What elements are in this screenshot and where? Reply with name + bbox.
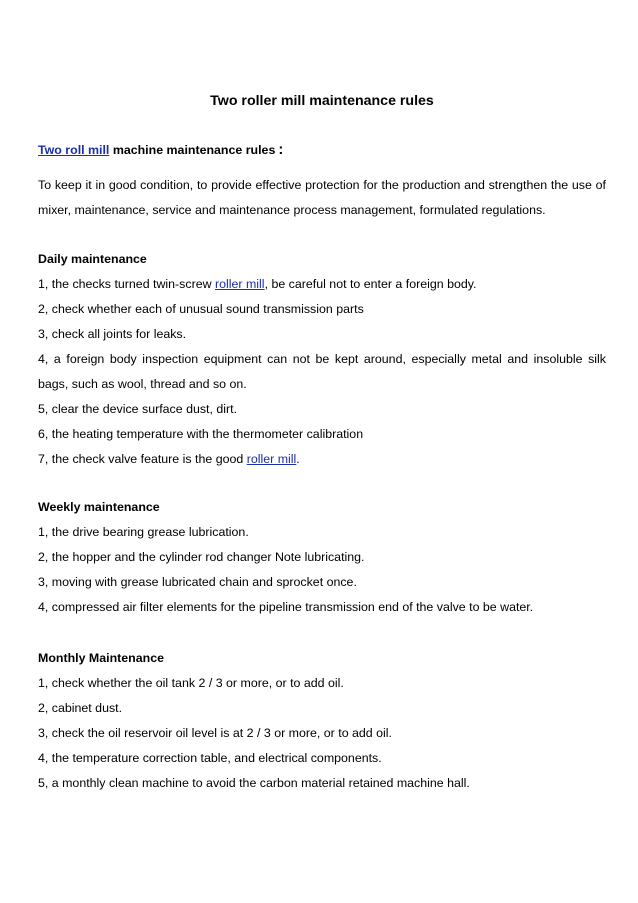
daily-item-5: 5, clear the device surface dust, dirt. <box>38 402 238 416</box>
daily-item-1 <box>38 272 606 297</box>
weekly-item: 3, moving with grease lubricated chain and sprocket once. <box>38 575 357 589</box>
monthly-item: 4, the temperature correction table, and electrical components. <box>38 751 382 765</box>
weekly-item: 4, compressed air filter elements for the pipeline transmission end of the valve to be water. <box>38 600 534 614</box>
monthly-item: 3, check the oil reservoir oil level is at 2 / 3 or more, or to add oil. <box>38 726 392 740</box>
document-subtitle <box>38 142 283 158</box>
roller-mill-link-2[interactable]: roller mill <box>246 452 297 466</box>
daily-item-6: 6, the heating temperature with the thermometer calibration <box>38 427 364 441</box>
monthly-item: 1, check whether the oil tank 2 / 3 or more, or to add oil. <box>38 676 344 690</box>
roller-mill-link-1[interactable]: roller mill <box>214 277 265 291</box>
daily-item-7-text: 7, the check valve feature is the good <box>38 452 247 466</box>
daily-item-7-text-end: . <box>296 452 300 466</box>
weekly-item: 2, the hopper and the cylinder rod changer Note lubricating. <box>38 550 365 564</box>
monthly-maintenance-section <box>38 646 606 796</box>
two-roll-mill-link[interactable]: Two roll mill <box>38 143 110 157</box>
weekly-maintenance-section <box>38 495 606 620</box>
daily-item-7 <box>38 447 606 472</box>
daily-maintenance-heading: Daily maintenance <box>38 252 147 266</box>
monthly-maintenance-heading: Monthly Maintenance <box>38 651 164 665</box>
weekly-maintenance-heading: Weekly maintenance <box>38 500 160 514</box>
daily-item-2: 2, check whether each of unusual sound transmission parts <box>38 302 364 316</box>
subtitle-text: machine maintenance rules <box>109 143 276 157</box>
subtitle-colon: : <box>278 141 284 158</box>
intro-paragraph: To keep it in good condition, to provide effective protection for the production and strengthen the use of mixer, maintenance, service and maintenance process management, formulated regulations. <box>38 178 606 217</box>
daily-maintenance-section <box>38 247 606 472</box>
daily-item-4: 4, a foreign body inspection equipment can not be kept around, especially metal and insoluble silk bags, such as wool, thread and so on. <box>38 352 606 391</box>
monthly-item: 2, cabinet dust. <box>38 701 123 715</box>
monthly-item: 5, a monthly clean machine to avoid the carbon material retained machine hall. <box>38 776 470 790</box>
daily-item-1-text-end: , be careful not to enter a foreign body. <box>264 277 477 291</box>
weekly-item: 1, the drive bearing grease lubrication. <box>38 525 249 539</box>
daily-item-1-text: 1, the checks turned twin-screw <box>38 277 215 291</box>
document-title: Two roller mill maintenance rules <box>210 93 434 109</box>
daily-item-3: 3, check all joints for leaks. <box>38 327 187 341</box>
